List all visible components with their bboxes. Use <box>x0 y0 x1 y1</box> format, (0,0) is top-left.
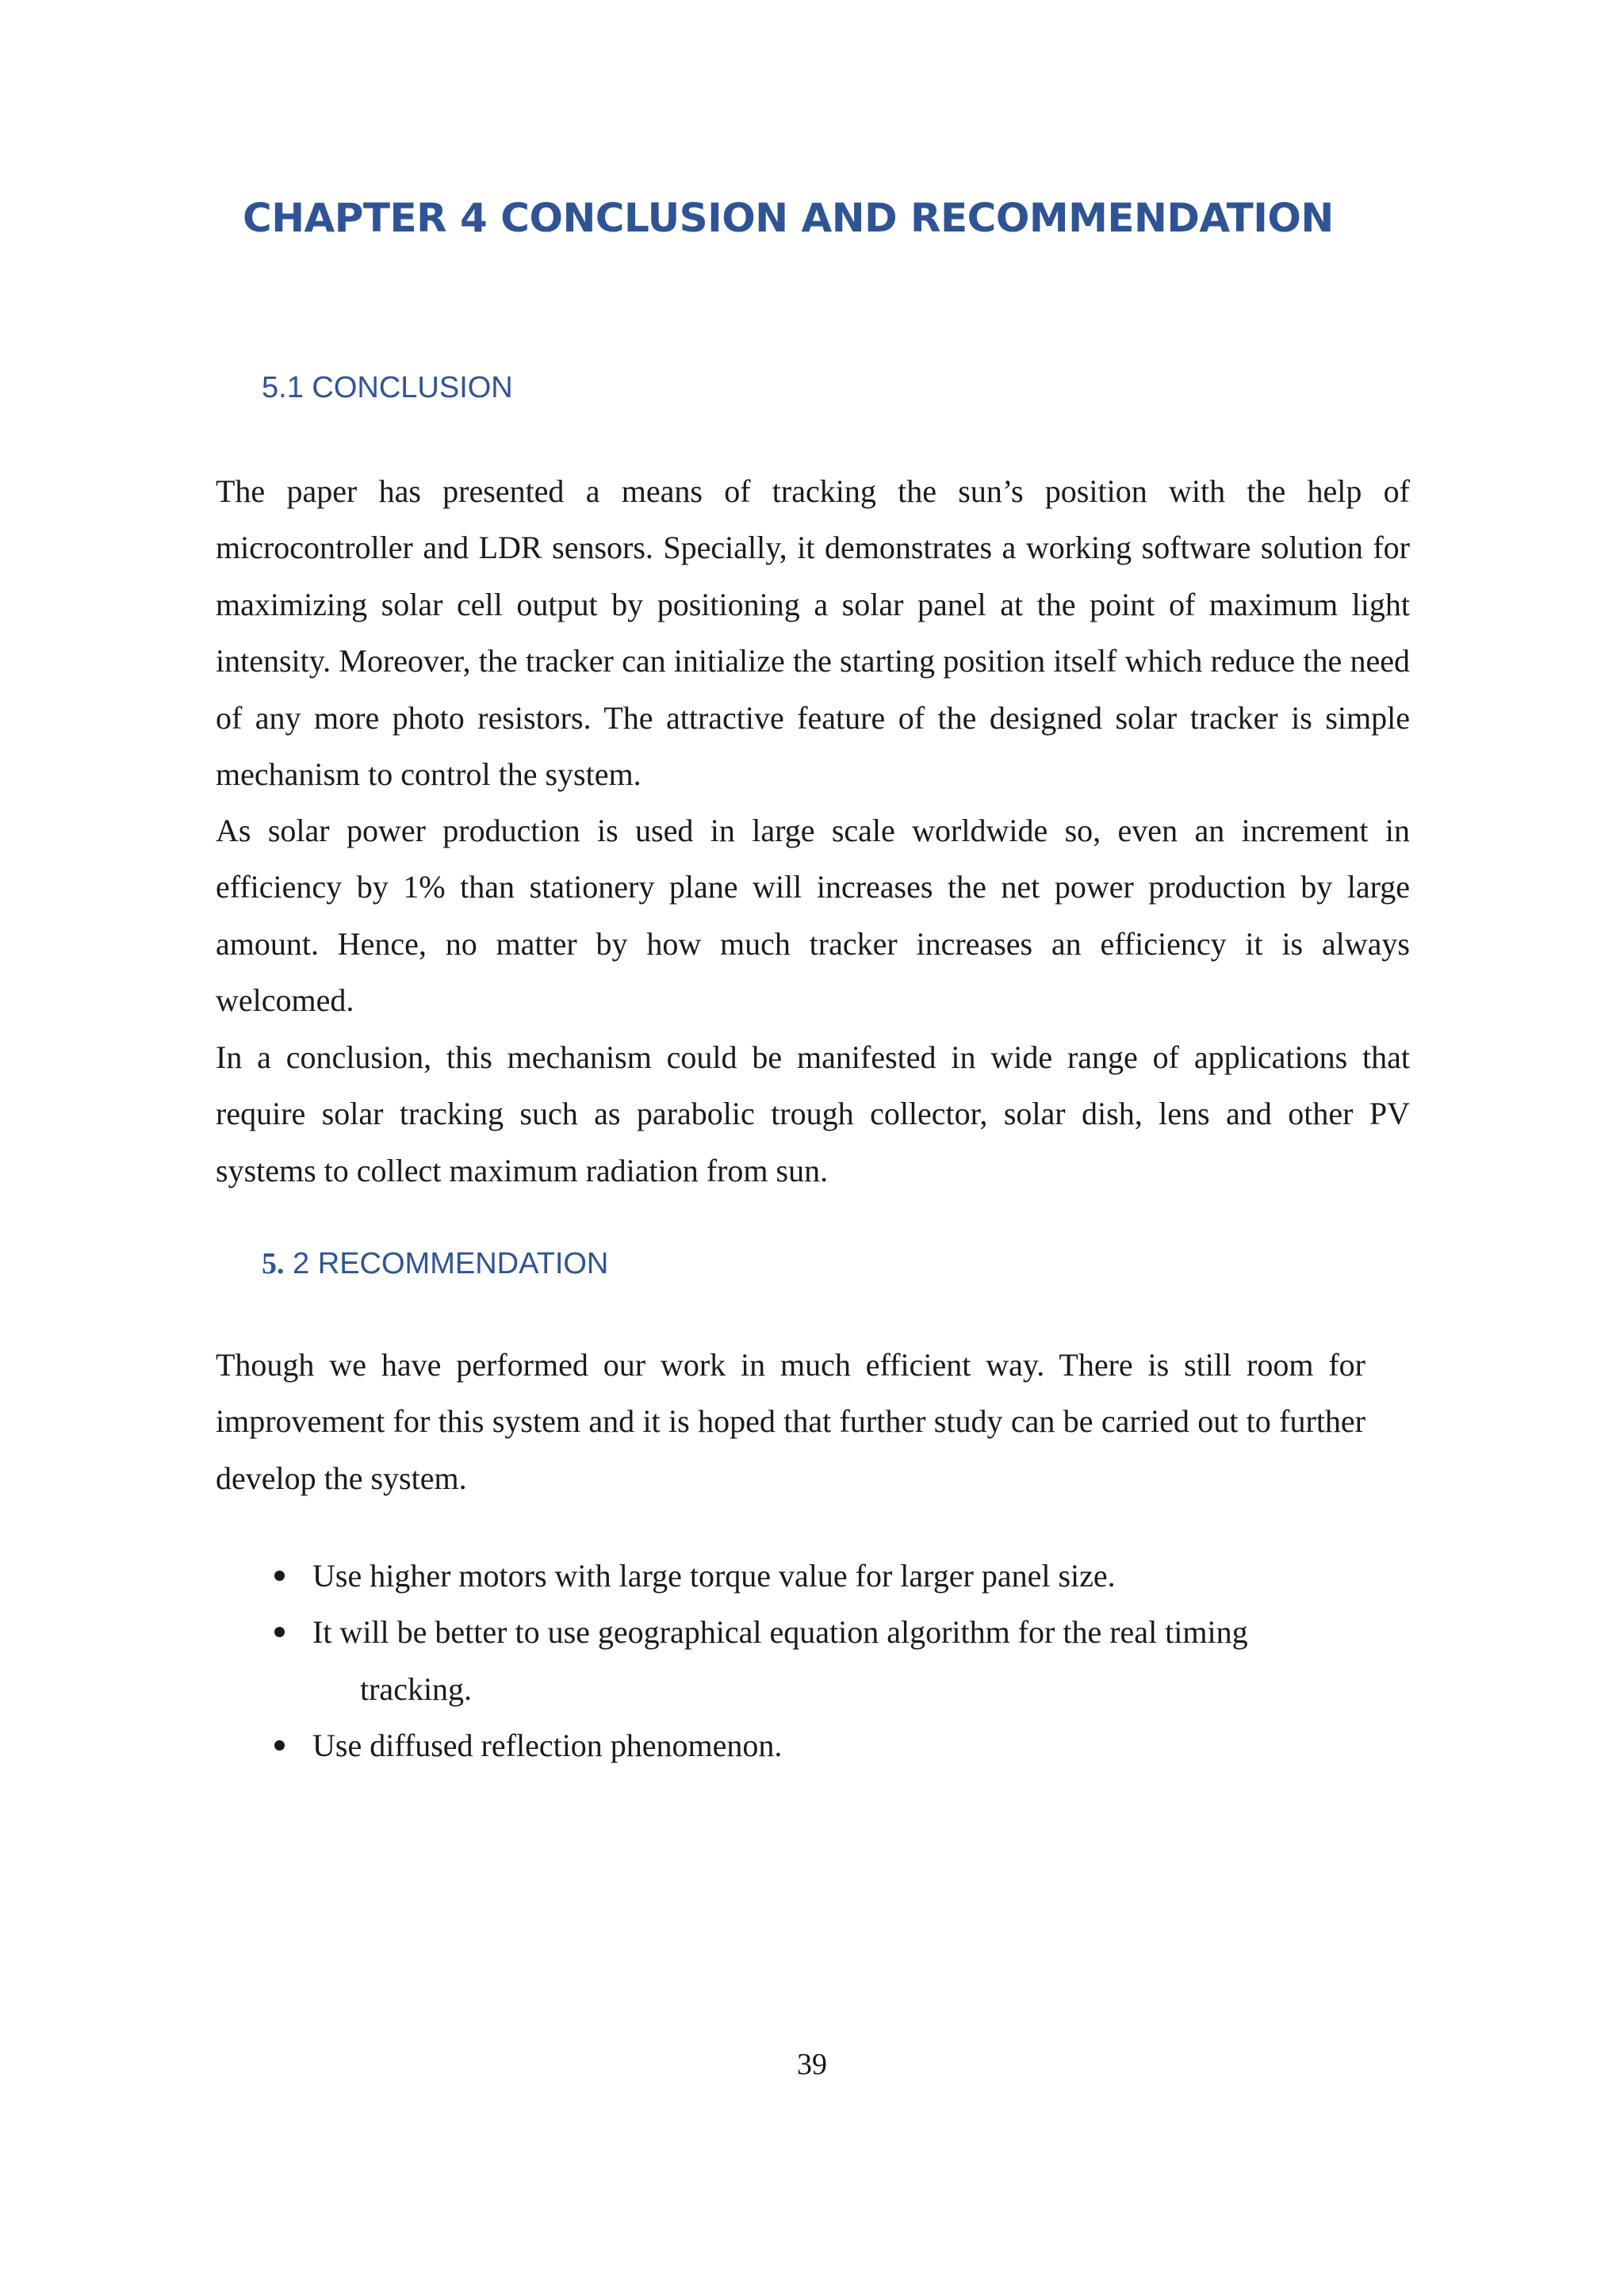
conclusion-paragraph-2: As solar power production is used in large scale worldwide so, even an increment in efficiency by 1% than stationery plane will increases the net power production by large amount. Hence, no matter by how much tracker increases an efficiency it is always welcomed. <box>216 813 1410 1019</box>
bullet-icon <box>274 1740 285 1751</box>
list-item <box>274 1604 1385 1717</box>
conclusion-paragraph-1: The paper has presented a means of tracking the sun’s position with the help of microcontroller and LDR sensors. Specially, it demonstrates a working software solution for maximizing solar cell output by positioning a solar panel at the point of maximum light intensity. Moreover, the tracker can initialize the starting position itself which reduce the need of any more photo resistors. The attractive feature of the designed solar tracker is simple mechanism to control the system. <box>216 473 1410 793</box>
list-item <box>274 1548 1385 1604</box>
recommendation-list <box>274 1548 1385 1774</box>
section-heading-recommendation <box>262 1246 608 1281</box>
section-number: 5. <box>262 1247 285 1280</box>
list-item-text: Use higher motors with large torque value for larger panel size. <box>312 1558 1116 1594</box>
bullet-icon <box>274 1627 285 1637</box>
page-number: 39 <box>797 2048 827 2081</box>
list-item-text: It will be better to use geographical equation algorithm for the real timing <box>312 1614 1248 1651</box>
list-item-text: Use diffused reflection phenomenon. <box>312 1728 783 1764</box>
list-item-continuation: tracking. <box>360 1670 473 1707</box>
bullet-icon <box>274 1571 285 1581</box>
section-heading-conclusion: 5.1 CONCLUSION <box>262 371 513 404</box>
section-heading-text: 2 RECOMMENDATION <box>284 1247 609 1280</box>
chapter-title: CHAPTER 4 CONCLUSION AND RECOMMENDATION <box>243 195 1334 241</box>
list-item <box>274 1717 1385 1774</box>
conclusion-paragraph-3: In a conclusion, this mechanism could be manifested in wide range of applications that require solar tracking such as parabolic trough collector, solar dish, lens and other PV systems to collect maximum radiation from sun. <box>216 1039 1410 1188</box>
recommendation-intro-paragraph: Though we have performed our work in much efficient way. There is still room for improvement for this system and it is hoped that further study can be carried out to further develop the system. <box>216 1347 1365 1496</box>
